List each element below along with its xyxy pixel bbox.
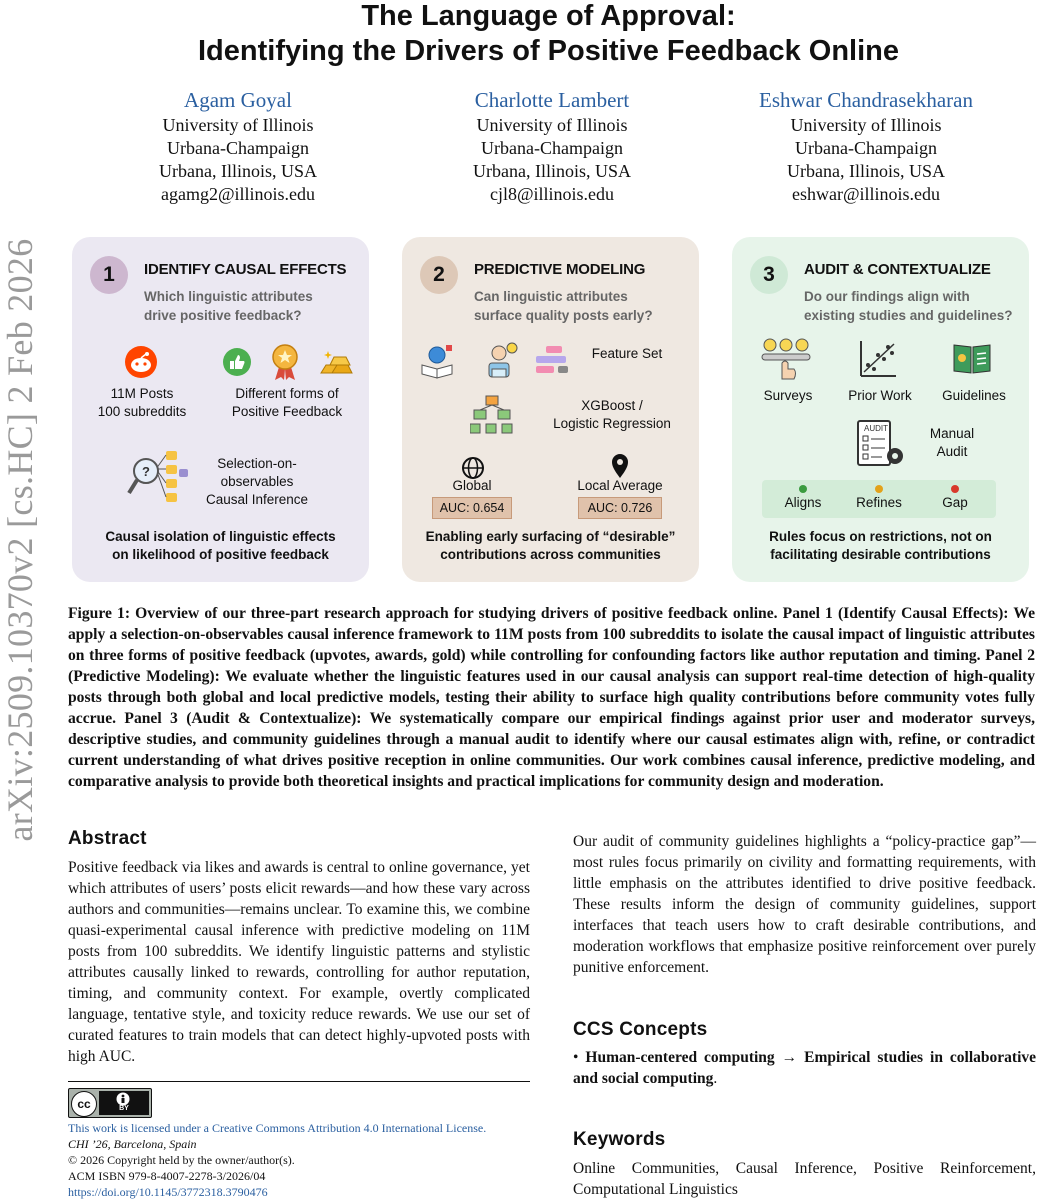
author-affiliation: Urbana-Champaign bbox=[795, 138, 937, 158]
author-affiliation: Urbana-Champaign bbox=[481, 138, 623, 158]
footer-line: Rules focus on restrictions, not on bbox=[769, 529, 992, 544]
legend-refines bbox=[844, 485, 914, 510]
label-line: 11M Posts bbox=[110, 386, 174, 401]
award-ribbon-icon bbox=[270, 343, 300, 381]
surveys-label: Surveys bbox=[763, 388, 813, 403]
author-email: agamg2@illinois.edu bbox=[160, 184, 316, 204]
author-email: cjl8@illinois.edu bbox=[489, 184, 615, 204]
arxiv-stamp: arXiv:2509.10370v2 [cs.HC] 2 Feb 2026 bbox=[0, 238, 40, 842]
label-line: Causal Inference bbox=[205, 492, 309, 507]
researcher-icon bbox=[484, 341, 520, 381]
by-label: BY bbox=[119, 1105, 129, 1112]
label-line: Different forms of bbox=[235, 386, 339, 401]
panel-title: AUDIT & CONTEXTUALIZE bbox=[804, 261, 991, 278]
ccs-heading: CCS Concepts bbox=[573, 1019, 708, 1040]
footer-line: Causal isolation of linguistic effects bbox=[105, 529, 336, 544]
causal-graph-icon bbox=[126, 449, 190, 509]
author-block bbox=[88, 87, 388, 206]
panel-question-line: Can linguistic attributes bbox=[474, 289, 628, 304]
author-affiliation: University of Illinois bbox=[476, 115, 628, 135]
venue-text: CHI ’26, Barcelona, Spain bbox=[68, 1137, 197, 1151]
ccs-concept-bold: Human-centered computing → Empirical studies in collaborative and social computing bbox=[573, 1049, 1037, 1087]
label-line: Manual bbox=[929, 426, 975, 441]
panel-question bbox=[804, 287, 1013, 325]
panel-footer bbox=[732, 528, 1029, 564]
survey-faces-icon bbox=[760, 337, 812, 381]
audit-tag: AUDIT bbox=[864, 424, 888, 433]
gold-bars-icon bbox=[318, 345, 354, 379]
panel-audit-contextualize bbox=[732, 237, 1029, 582]
paper-title-line2: Identifying the Drivers of Positive Feedback Online bbox=[198, 35, 899, 67]
author-location: Urbana, Illinois, USA bbox=[787, 161, 945, 181]
author-block bbox=[716, 87, 1016, 206]
prior-work-label: Prior Work bbox=[848, 388, 912, 403]
feature-set-label: Feature Set bbox=[591, 346, 663, 361]
posts-label bbox=[92, 385, 192, 421]
footer-line: facilitating desirable contributions bbox=[770, 547, 991, 562]
license-link[interactable]: This work is licensed under a Creative Commons Attribution 4.0 International License. bbox=[68, 1121, 487, 1135]
panel-identify-causal-effects bbox=[72, 237, 369, 582]
scatter-plot-icon bbox=[858, 339, 898, 379]
panel-question-line: existing studies and guidelines? bbox=[804, 308, 1013, 323]
location-pin-icon bbox=[610, 453, 630, 479]
cc-by-badge bbox=[68, 1088, 152, 1118]
audit-outcome-legend bbox=[762, 480, 996, 518]
footnote-divider bbox=[68, 1081, 530, 1082]
local-auc-badge: AUC: 0.726 bbox=[578, 497, 662, 519]
footer-line: contributions across communities bbox=[440, 547, 661, 562]
guidelines-book-icon bbox=[952, 341, 992, 375]
footer-line: on likelihood of positive feedback bbox=[112, 547, 329, 562]
author-name[interactable]: Charlotte Lambert bbox=[474, 88, 630, 112]
refines-dot-icon bbox=[875, 485, 883, 493]
panel-number: 1 bbox=[90, 256, 128, 294]
keywords-text: Online Communities, Causal Inference, Positive Reinforcement, Computational Linguistics bbox=[573, 1160, 1036, 1198]
label-line: 100 subreddits bbox=[97, 404, 187, 419]
model-label bbox=[542, 397, 682, 433]
copyright-text: © 2026 Copyright held by the owner/author(s). bbox=[68, 1153, 295, 1167]
label-line: Selection-on- bbox=[217, 456, 297, 471]
gap-dot-icon bbox=[951, 485, 959, 493]
author-location: Urbana, Illinois, USA bbox=[473, 161, 631, 181]
book-globe-icon bbox=[420, 343, 456, 379]
panel-question bbox=[144, 287, 313, 325]
panel-number: 2 bbox=[420, 256, 458, 294]
doi-link[interactable]: https://doi.org/10.1145/3772318.3790476 bbox=[68, 1185, 268, 1199]
by-block bbox=[99, 1091, 149, 1115]
label-line: Positive Feedback bbox=[231, 404, 343, 419]
global-auc-badge: AUC: 0.654 bbox=[432, 497, 512, 519]
ccs-concepts bbox=[573, 1047, 1036, 1089]
panel-footer bbox=[402, 528, 699, 564]
panel-question-line: drive positive feedback? bbox=[144, 308, 302, 323]
label-line: Audit bbox=[936, 444, 968, 459]
legend-label: Aligns bbox=[784, 495, 822, 510]
svg-text:?: ? bbox=[142, 464, 150, 479]
keywords-heading: Keywords bbox=[573, 1129, 666, 1150]
globe-icon bbox=[462, 457, 484, 479]
guidelines-label: Guidelines bbox=[942, 388, 1006, 403]
feature-tags-icon bbox=[534, 345, 574, 377]
cc-icon: cc bbox=[71, 1091, 97, 1117]
legend-aligns bbox=[768, 485, 838, 510]
panel-question bbox=[474, 287, 653, 325]
label-line: Logistic Regression bbox=[553, 416, 671, 431]
abstract-text: Positive feedback via likes and awards is central to online governance, yet which attributes of users’ posts elicit rewards—and how these vary across authors and communities—remains unclear. To examine this, we combine quasi-experimental causal inference with predictive modeling on 11M posts from 100 subreddits. We identify linguistic patterns and stylistic attributes causally linked to rewards, controlling for author reputation, timing, and community context. For example, overtly complicated language, tentative style, and toxicity reduce rewards. We use our set of curated features to train models that can detect highly-upvoted posts with high AUC. bbox=[68, 859, 530, 1065]
license-footnote bbox=[68, 1120, 530, 1200]
reddit-icon bbox=[124, 345, 158, 379]
abstract-continued-text: Our audit of community guidelines highlights a “policy-practice gap”—most rules focus primarily on civility and formatting requirements, with little emphasis on the attributes identified to drive positive feedback. These results inform the design of community guidelines, support interfaces that teach users how to craft desirable contributions, and moderation workflows that emphasize positive reinforcement over purely punitive enforcement. bbox=[573, 833, 1036, 976]
panel-predictive-modeling bbox=[402, 237, 699, 582]
aligns-dot-icon bbox=[799, 485, 807, 493]
feedback-forms-label bbox=[220, 385, 354, 421]
panel-title: IDENTIFY CAUSAL EFFECTS bbox=[144, 261, 347, 278]
paper-title-line1: The Language of Approval: bbox=[361, 0, 736, 32]
author-email: eshwar@illinois.edu bbox=[791, 184, 941, 204]
legend-gap bbox=[920, 485, 990, 510]
author-affiliation: University of Illinois bbox=[790, 115, 942, 135]
panel-number: 3 bbox=[750, 256, 788, 294]
legend-label: Gap bbox=[942, 495, 968, 510]
author-name[interactable]: Eshwar Chandrasekharan bbox=[759, 88, 973, 112]
isbn-text: ACM ISBN 979-8-4007-2278-3/2026/04 bbox=[68, 1169, 266, 1183]
local-average-label: Local Average bbox=[577, 478, 663, 493]
ccs-period: . bbox=[713, 1070, 718, 1087]
abstract-heading: Abstract bbox=[68, 828, 147, 849]
label-line: observables bbox=[220, 474, 294, 489]
legend-label: Refines bbox=[856, 495, 902, 510]
panel-question-line: Do our findings align with bbox=[804, 289, 970, 304]
author-affiliation: University of Illinois bbox=[162, 115, 314, 135]
footer-line: Enabling early surfacing of “desirable” bbox=[425, 529, 676, 544]
thumbs-up-icon bbox=[222, 347, 252, 377]
panel-title: PREDICTIVE MODELING bbox=[474, 261, 646, 278]
audit-clipboard-icon bbox=[856, 419, 908, 469]
causal-inference-label bbox=[194, 455, 320, 509]
panel-question-line: surface quality posts early? bbox=[474, 308, 653, 323]
panel-question-line: Which linguistic attributes bbox=[144, 289, 313, 304]
global-label: Global bbox=[452, 478, 492, 493]
bullet: • bbox=[573, 1049, 579, 1066]
decision-tree-icon bbox=[470, 395, 514, 435]
author-location: Urbana, Illinois, USA bbox=[159, 161, 317, 181]
author-affiliation: Urbana-Champaign bbox=[167, 138, 309, 158]
author-block bbox=[402, 87, 702, 206]
manual-audit-label bbox=[910, 425, 994, 461]
author-name[interactable]: Agam Goyal bbox=[184, 88, 292, 112]
person-icon bbox=[115, 1092, 131, 1106]
label-line: XGBoost / bbox=[581, 398, 643, 413]
figure-caption: Figure 1: Overview of our three-part research approach for studying drivers of positive feedback online. Panel 1 (Identify Causal Effects): We apply a selection-on-observables causal inference framework to 11M posts from 100 subreddits to isolate the causal impact of linguistic attributes on three forms of positive feedback (upvotes, awards, gold) while controlling for confounding factors like author reputation and timing. Panel 2 (Predictive Modeling): We evaluate whether the linguistic features used in our causal analysis can support real-time detection of high-quality posts through both global and local predictive models, testing their ability to surface high quality contributions before community votes fully accrue. Panel 3 (Audit & Contextualize): We systematically compare our empirical findings against prior user and moderator surveys, descriptive studies, and community guidelines through a manual audit to identify where our causal estimates align with, refine, or contradict current understanding of what drives positive reception in online communities. Our work combines causal inference, predictive modeling, and comparative analysis to provide both theoretical insights and practical implications for community design and moderation. bbox=[68, 605, 1035, 790]
panel-footer bbox=[72, 528, 369, 564]
